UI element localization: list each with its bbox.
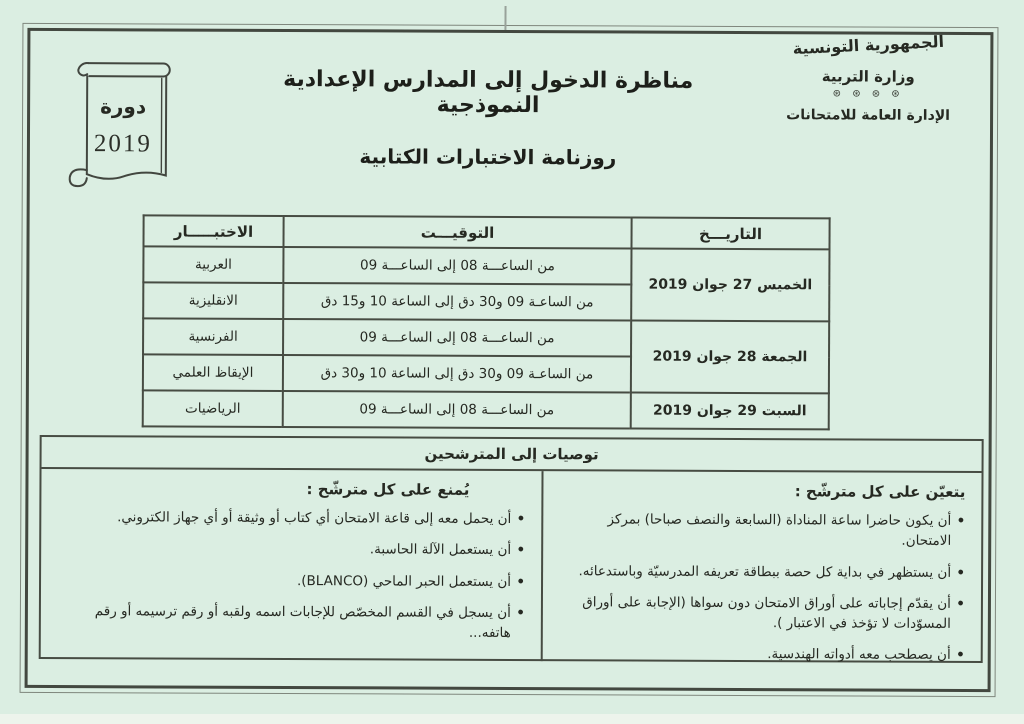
time-cell: من الساعـــة 08 إلى الساعـــة 09: [283, 247, 631, 285]
required-column: [541, 471, 982, 663]
table-row: [143, 246, 829, 285]
page-subtitle: روزنامة الاختبارات الكتابية: [359, 144, 617, 170]
session-scroll-banner: [61, 54, 186, 193]
forbidden-heading: يُمنع على كل مترشّح :: [306, 480, 470, 499]
date-cell: السبت 29 جوان 2019: [631, 393, 829, 430]
required-list: [555, 509, 966, 665]
subject-cell: الفرنسية: [143, 318, 283, 355]
page-title: مناظرة الدخول إلى المدارس الإعدادية النموذجية: [283, 66, 694, 119]
header-time: التوقيـــت: [283, 216, 631, 249]
scan-edge: [0, 714, 1024, 724]
list-item: • أن يصطحب معه أدواته الهندسية.: [555, 643, 965, 665]
scroll-shape-icon: [61, 54, 186, 193]
ornament-stars: ⊛ ⊛ ⊛ ⊛: [832, 88, 904, 100]
list-item: • أن يحمل معه إلى قاعة الامتحان أي كتاب أو وثيقة أو أي جهاز الكتروني.: [53, 507, 525, 529]
recommendations-box: [39, 435, 984, 663]
exam-schedule-table: [142, 214, 831, 430]
ministry-name: وزارة التربية: [821, 67, 915, 86]
list-item: • أن يقدّم إجاباته على أوراق الامتحان دون سواها (الإجابة على أوراق المسوّدات لا تؤخذ في الاعتبار ).: [555, 592, 965, 634]
subject-cell: الانقليزية: [143, 282, 283, 319]
time-cell: من الساعـــة 08 إلى الساعـــة 09: [283, 319, 631, 357]
document-title-block: [253, 67, 723, 170]
scan-artifact-mark: [504, 6, 506, 30]
session-label: دورة: [100, 94, 147, 119]
subject-cell: الرياضيات: [143, 390, 283, 427]
header-subject: الاختبـــــار: [144, 215, 284, 247]
date-cell: الجمعة 28 جوان 2019: [631, 321, 829, 394]
list-item: • أن يستظهر في بداية كل حصة ببطاقة تعريفه المدرسيّة وباستدعائه.: [555, 561, 965, 583]
table-row: [143, 390, 829, 429]
table-header-row: [144, 215, 830, 249]
government-header: [763, 31, 973, 124]
time-cell: من الساعـة 09 و30 دق إلى الساعة 10 و15 دق: [283, 283, 631, 321]
forbidden-column: [41, 469, 542, 661]
recommendations-title: توصيات إلى المترشحين: [42, 437, 982, 473]
republic-name: الجمهورية التونسية: [792, 31, 945, 59]
list-item: • أن يسجل في القسم المخصّص للإجابات اسمه ولقبه أو رقم ترسيمه أو رقم هاتفه...: [53, 601, 525, 644]
required-heading: يتعيّن على كل مترشّح :: [794, 482, 966, 501]
subject-cell: الإيقاظ العلمي: [143, 354, 283, 391]
header-date: التاريـــخ: [631, 218, 829, 250]
subject-cell: العربية: [143, 246, 283, 283]
date-cell: الخميس 27 جوان 2019: [631, 249, 829, 322]
time-cell: من الساعـــة 08 إلى الساعـــة 09: [283, 391, 631, 429]
list-item: • أن يستعمل الحبر الماحي (BLANCO).: [53, 569, 525, 591]
list-item: • أن يكون حاضرا ساعة المناداة (السابعة والنصف صباحا) بمركز الامتحان.: [555, 509, 965, 551]
forbidden-list: [53, 507, 526, 643]
department-name: الإدارة العامة للامتحانات: [786, 107, 951, 124]
list-item: • أن يستعمل الآلة الحاسبة.: [53, 538, 525, 560]
session-year: 2019: [93, 130, 153, 158]
table-row: [143, 318, 829, 357]
time-cell: من الساعـة 09 و30 دق إلى الساعة 10 و30 دق: [283, 355, 631, 393]
